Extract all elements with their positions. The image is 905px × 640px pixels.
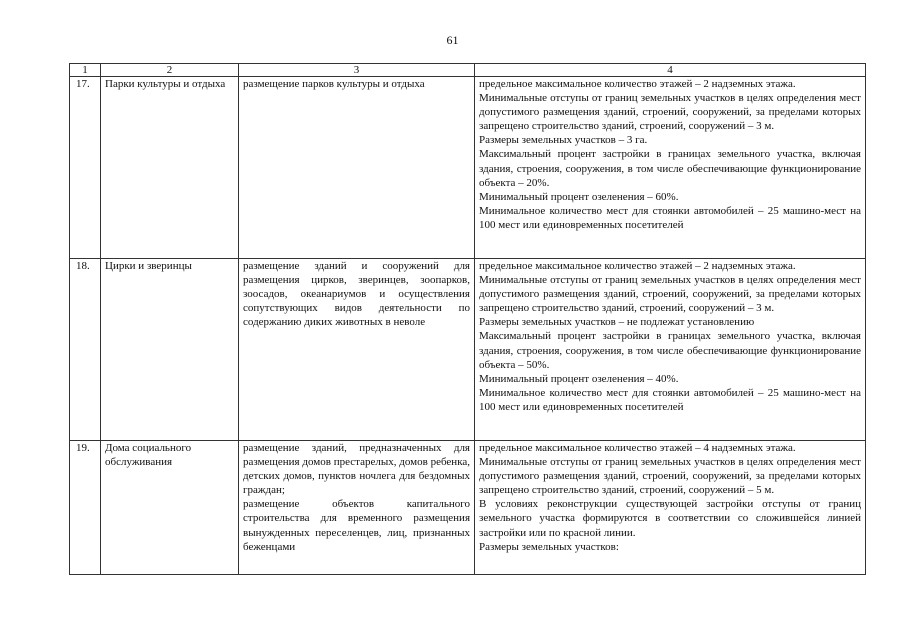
use-description-paragraph: размещение объектов капитального строительства для временного размещения вынужденных переселенцев, лиц, признанных беженцами bbox=[243, 498, 470, 553]
parameter-paragraph: Минимальный процент озеленения – 40%. bbox=[479, 372, 679, 385]
use-description-paragraph: размещение зданий, предназначенных для размещения домов престарелых, домов ребенка, детских домов, пунктов ночлега для бездомных граждан; bbox=[243, 442, 470, 497]
parameter-paragraph: В условиях реконструкции существующей застройки отступы от границ земельного участка формируются в соответствии со сложившейся линией застройки или по красной линии. bbox=[479, 498, 861, 539]
table-row bbox=[70, 77, 866, 259]
parameter-paragraph: Минимальные отступы от границ земельных участков в целях определения мест допустимого размещения зданий, строений, сооружений, за пределами которых запрещено строительство зданий, строений, сооружений – 3 м. bbox=[479, 92, 861, 133]
use-type-name: Парки культуры и отдыха bbox=[101, 77, 239, 259]
parameter-paragraph: Минимальные отступы от границ земельных участков в целях определения мест допустимого размещения зданий, строений, сооружений, за пределами которых запрещено строительство зданий, строений, сооружений – 3 м. bbox=[479, 274, 861, 315]
parameter-paragraph: Максимальный процент застройки в границах земельного участка, включая здания, строения, сооружения, в том числе обеспечивающие функционирование объекта – 50%. bbox=[479, 330, 861, 371]
parameter-paragraph: Размеры земельных участков – не подлежат установлению bbox=[479, 316, 755, 329]
parameter-paragraph: Размеры земельных участков – 3 га. bbox=[479, 134, 648, 147]
table-header-row bbox=[70, 64, 866, 77]
column-header: 2 bbox=[101, 64, 239, 77]
column-header: 4 bbox=[475, 64, 866, 77]
parameter-paragraph: Минимальное количество мест для стоянки автомобилей – 25 машино-мест на 100 мест или единовременных посетителей bbox=[479, 386, 861, 413]
parameter-paragraph: предельное максимальное количество этажей – 4 надземных этажа. bbox=[479, 442, 796, 454]
regulation-parameters bbox=[475, 441, 866, 575]
use-description-paragraph: размещение парков культуры и отдыха bbox=[243, 78, 425, 90]
table-row bbox=[70, 441, 866, 575]
use-description bbox=[239, 441, 475, 575]
column-header: 3 bbox=[239, 64, 475, 77]
land-use-regulations-table bbox=[69, 63, 866, 575]
parameter-paragraph: Максимальный процент застройки в границах земельного участка, включая здания, строения, сооружения, в том числе обеспечивающие функционирование объекта – 20%. bbox=[479, 148, 861, 189]
use-description bbox=[239, 259, 475, 441]
parameter-paragraph: предельное максимальное количество этажей – 2 надземных этажа. bbox=[479, 78, 796, 90]
use-type-name: Дома социального обслуживания bbox=[101, 441, 239, 575]
table-row bbox=[70, 259, 866, 441]
regulation-parameters bbox=[475, 77, 866, 259]
use-type-name: Цирки и зверинцы bbox=[101, 259, 239, 441]
regulation-parameters bbox=[475, 259, 866, 441]
column-header: 1 bbox=[70, 64, 101, 77]
row-number: 18. bbox=[70, 259, 101, 441]
parameter-paragraph: Минимальные отступы от границ земельных участков в целях определения мест допустимого размещения зданий, строений, сооружений, за пределами которых запрещено строительство зданий, строений, сооружений – 5 м. bbox=[479, 456, 861, 497]
row-number: 17. bbox=[70, 77, 101, 259]
parameter-paragraph: Размеры земельных участков: bbox=[479, 540, 619, 553]
parameter-paragraph: Минимальный процент озеленения – 60%. bbox=[479, 190, 679, 203]
use-description bbox=[239, 77, 475, 259]
parameter-paragraph: Минимальное количество мест для стоянки автомобилей – 25 машино-мест на 100 мест или единовременных посетителей bbox=[479, 204, 861, 231]
use-description-paragraph: размещение зданий и сооружений для размещения цирков, зверинцев, зоопарков, зоосадов, океанариумов и осуществления сопутствующих видов деятельности по содержанию диких животных в неволе bbox=[243, 260, 470, 329]
row-number: 19. bbox=[70, 441, 101, 575]
parameter-paragraph: предельное максимальное количество этажей – 2 надземных этажа. bbox=[479, 260, 796, 272]
page-number: 61 bbox=[446, 33, 459, 47]
